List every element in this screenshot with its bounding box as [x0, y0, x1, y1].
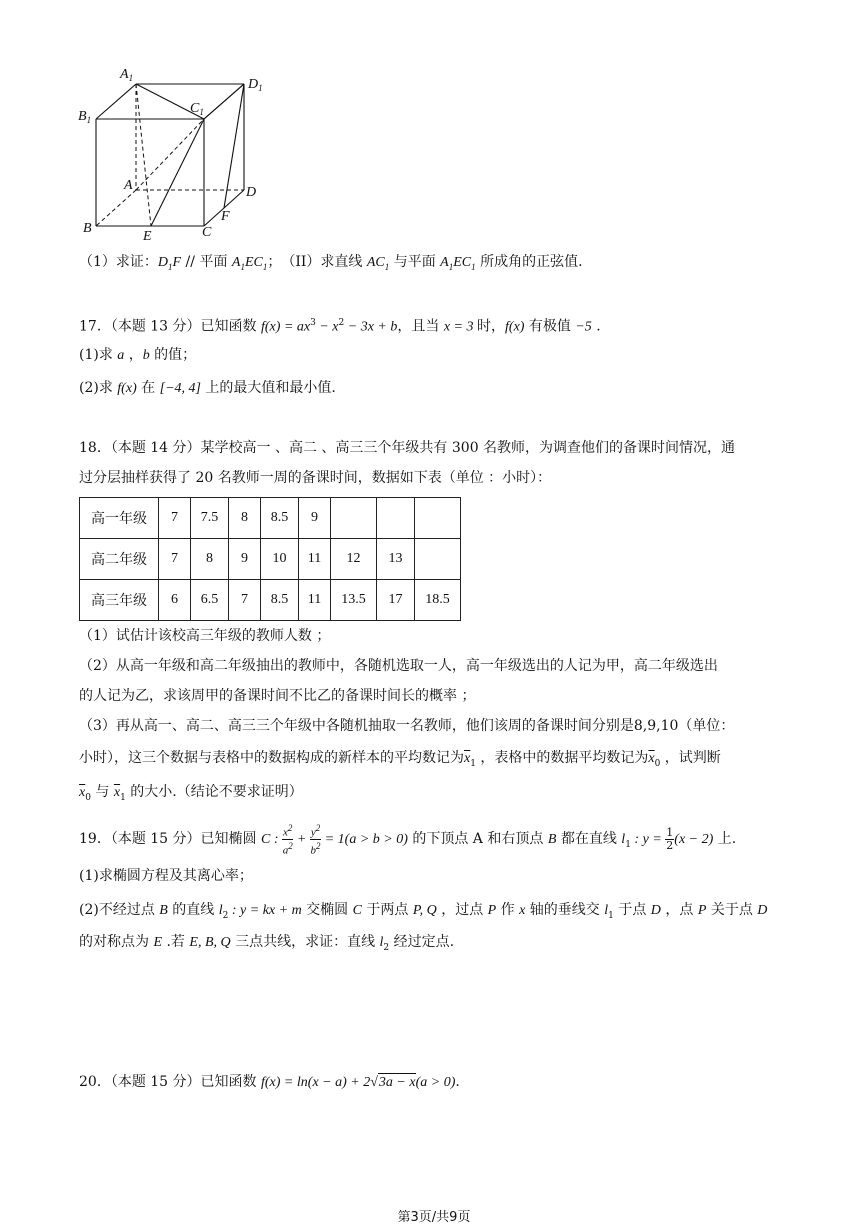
- q17-intro: 17．（本题 13 分）已知函数 $f(x) = ax^3 - x^2 - 3x + b$，且当 x = 3 时，f(x) 有极值 −5 .: [79, 318, 601, 335]
- label-E: E: [143, 229, 152, 242]
- label-D1: $D_1$: [248, 77, 263, 93]
- q18-part2b: 的人记为乙，求该周甲的备课时间不比乙的备课时间长的概率 ；: [79, 688, 476, 704]
- table-cell: 6: [159, 580, 191, 621]
- table-cell: 10: [261, 539, 299, 580]
- table-cell: 7: [159, 498, 191, 539]
- table-cell: 8.5: [261, 498, 299, 539]
- table-cell: 11: [299, 580, 331, 621]
- label-B1: $B_1$: [78, 109, 92, 125]
- table-cell: 18.5: [415, 580, 461, 621]
- q19-part2b: 的对称点为 E .若 E, B, Q 三点共线，求证：直线 $l_2$ 经过定点.: [79, 934, 455, 953]
- table-cell: 高一年级: [80, 498, 159, 539]
- table-cell: 13.5: [331, 580, 377, 621]
- table-cell: 7.5: [191, 498, 229, 539]
- table-cell: 6.5: [191, 580, 229, 621]
- table-row: [80, 498, 461, 539]
- table-cell: 9: [299, 498, 331, 539]
- table-cell: 高三年级: [80, 580, 159, 621]
- q18-line1: 18．（本题 14 分）某学校高一 、高二 、高三三个年级共有 300 名教师，为调查他们的备课时间情况，通: [79, 440, 736, 456]
- table-cell: 8: [229, 498, 261, 539]
- q18-line2: 过分层抽样获得了 20 名教师一周的备课时间，数据如下表（单位 ：小时）：: [79, 470, 552, 486]
- q18-part2a: （2）从高一年级和高二年级抽出的教师中，各随机选取一人，高一年级选出的人记为甲，高二年级选出: [79, 658, 718, 674]
- page-number: 第3页/共9页: [397, 1210, 471, 1225]
- q18-part1: （1）试估计该校高三年级的教师人数 ；: [79, 628, 331, 644]
- label-B: B: [83, 221, 92, 236]
- table-cell: [377, 498, 415, 539]
- table-cell: 12: [331, 539, 377, 580]
- table-cell: 高二年级: [80, 539, 159, 580]
- table-cell: [415, 539, 461, 580]
- q17-part2: (2)求 f(x) 在 [−4, 4] 上的最大值和最小值.: [79, 380, 336, 396]
- table-cell: 13: [377, 539, 415, 580]
- table-cell: 11: [299, 539, 331, 580]
- table-cell: 17: [377, 580, 415, 621]
- label-C1: $C_1$: [190, 101, 204, 117]
- q20-intro: 20．（本题 15 分）已知函数 f(x) = ln(x − a) + 2√3a − x(a > 0).: [79, 1074, 460, 1090]
- label-D: D: [246, 185, 257, 200]
- q16-parts: （1）求证：$D_1F$ // 平面 $A_1EC_1$； （II）求直线 $AC_1$ 与平面 $A_1EC_1$ 所成角的正弦值.: [79, 254, 583, 272]
- q17-part1: (1)求 a ，b 的值；: [79, 347, 197, 363]
- table-row: [80, 539, 461, 580]
- table-cell: 9: [229, 539, 261, 580]
- prism-figure: [76, 62, 276, 242]
- q19-part2a: (2)不经过点 B 的直线 $l_2$ : y = kx + m 交椭圆 C 于两点 P, Q ，过点 P 作 x 轴的垂线交 $l_1$ 于点 D ，点 P 关于点 D: [79, 902, 768, 921]
- table-cell: [331, 498, 377, 539]
- q18-data-table: [79, 497, 461, 621]
- table-cell: [415, 498, 461, 539]
- table-cell: 8.5: [261, 580, 299, 621]
- label-A1: $A_1$: [120, 67, 134, 83]
- table-cell: 8: [191, 539, 229, 580]
- label-A: A: [124, 178, 133, 193]
- table-cell: 7: [229, 580, 261, 621]
- table-cell: 7: [159, 539, 191, 580]
- label-C: C: [202, 225, 212, 240]
- q18-part3b: 小时），这三个数据与表格中的数据构成的新样本的平均数记为$\overline{x}_1$ ，表格中的数据平均数记为$\overline{x}_0$ ，试判断: [79, 750, 721, 769]
- q19-intro: 19．（本题 15 分）已知椭圆 C : $\frac{x^2}{a^2}$ + $\frac{y^2}{b^2}$ = 1(a > b > 0) 的下顶点 A 和右顶点 B 都在直线 $l_1$ : y = $\frac{1}{2}$ (x − 2) 上.: [79, 823, 737, 857]
- q18-part3a: （3）再从高一、高二、高三三个年级中各随机抽取一名教师，他们该周的备课时间分别是8,9,10（单位：: [79, 718, 735, 734]
- q19-part1: (1)求椭圆方程及其离心率；: [79, 868, 253, 884]
- table-row: [80, 580, 461, 621]
- label-F: F: [221, 209, 230, 224]
- q18-part3c: $\overline{x}_0$ 与 $\overline{x}_1$ 的大小.（结论不要求证明）: [79, 784, 303, 803]
